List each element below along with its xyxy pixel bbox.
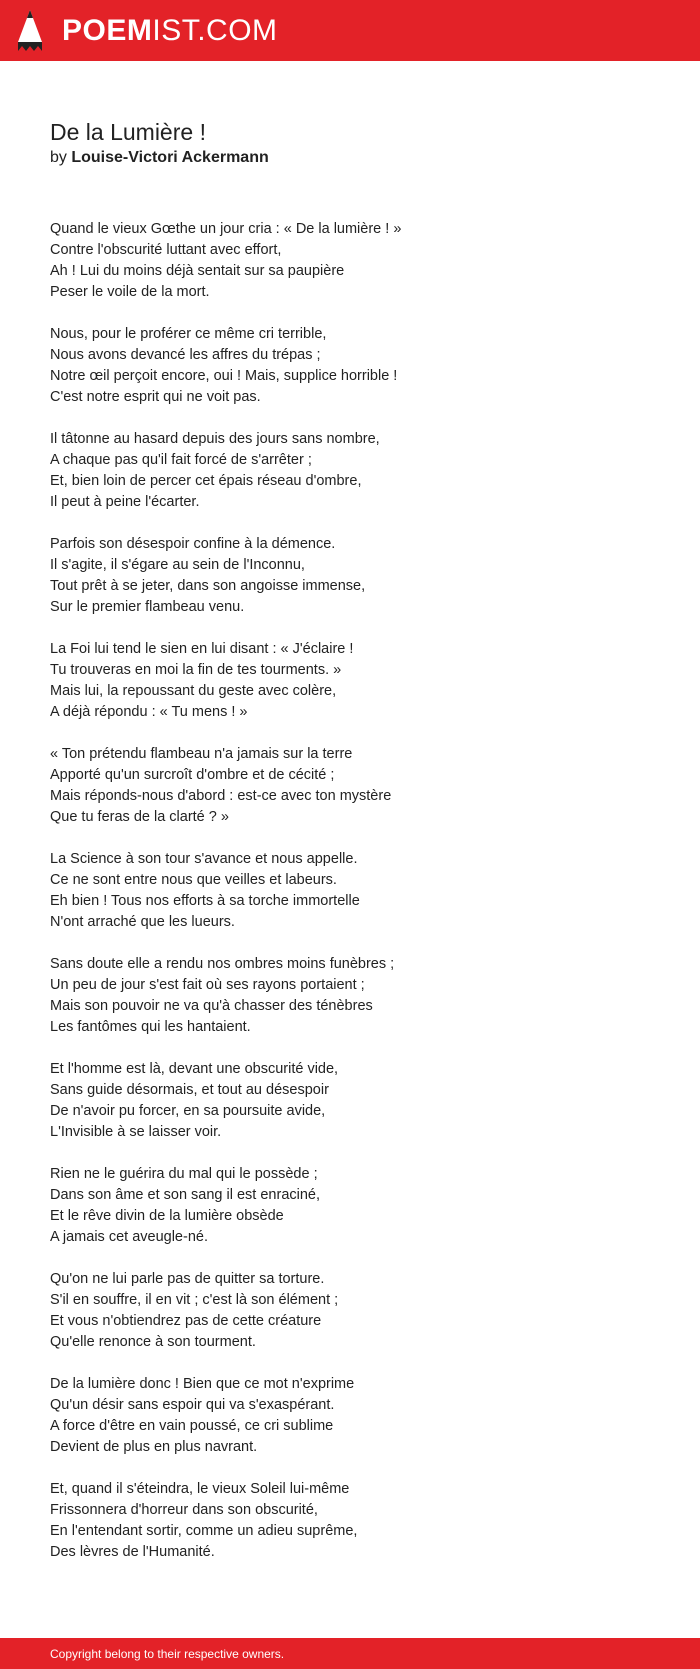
- poem-line: Qu'on ne lui parle pas de quitter sa torture.: [50, 1271, 325, 1287]
- poem-stanza: [50, 1059, 650, 1143]
- poem-line: La Science à son tour s'avance et nous appelle.: [50, 851, 358, 867]
- poem-line: La Foi lui tend le sien en lui disant : « J'éclaire !: [50, 641, 354, 657]
- poem-line: Il s'agite, il s'égare au sein de l'Inconnu,: [50, 557, 305, 573]
- logo-text-light: IST.COM: [152, 13, 278, 47]
- poem-stanza: [50, 744, 650, 828]
- site-logo-link[interactable]: [18, 10, 278, 51]
- poem-stanza: [50, 219, 650, 303]
- poem-line: Mais lui, la repoussant du geste avec colère,: [50, 683, 337, 699]
- poem-line: Mais réponds-nous d'abord : est-ce avec ton mystère: [50, 788, 392, 804]
- poem-line: Ah ! Lui du moins déjà sentait sur sa paupière: [50, 263, 345, 279]
- poem-stanza: [50, 849, 650, 933]
- poem-line: L'Invisible à se laisser voir.: [50, 1124, 222, 1140]
- poem-line: Tout prêt à se jeter, dans son angoisse immense,: [50, 578, 366, 594]
- poem-line: Peser le voile de la mort.: [50, 284, 210, 300]
- poem-line: Les fantômes qui les hantaient.: [50, 1019, 251, 1035]
- poem-line: N'ont arraché que les lueurs.: [50, 914, 235, 930]
- poem-stanza: [50, 639, 650, 723]
- poem-stanza: [50, 954, 650, 1038]
- copyright-text: Copyright belong to their respective owners.: [50, 1647, 285, 1661]
- poem-line: Quand le vieux Gœthe un jour cria : « De la lumière ! »: [50, 221, 402, 237]
- site-logo-text: [62, 11, 278, 51]
- poem-author[interactable]: Louise-Victori Ackermann: [71, 149, 269, 166]
- poem-line: S'il en souffre, il en vit ; c'est là son élément ;: [50, 1292, 339, 1308]
- poem-line: Parfois son désespoir confine à la démence.: [50, 536, 336, 552]
- poem-line: « Ton prétendu flambeau n'a jamais sur la terre: [50, 746, 353, 762]
- site-footer: [0, 1638, 700, 1669]
- poem-line: Et le rêve divin de la lumière obsède: [50, 1208, 284, 1224]
- poem-line: De n'avoir pu forcer, en sa poursuite avide,: [50, 1103, 326, 1119]
- poem-line: Et, bien loin de percer cet épais réseau d'ombre,: [50, 473, 362, 489]
- poem-line: Eh bien ! Tous nos efforts à sa torche immortelle: [50, 893, 360, 909]
- pencil-tip-icon: [18, 10, 42, 51]
- poem-line: Mais son pouvoir ne va qu'à chasser des ténèbres: [50, 998, 373, 1014]
- poem-line: Nous, pour le proférer ce même cri terrible,: [50, 326, 327, 342]
- poem-stanza: [50, 534, 650, 618]
- site-header: [0, 0, 700, 61]
- poem-line: Et l'homme est là, devant une obscurité vide,: [50, 1061, 339, 1077]
- logo-text-bold: POEM: [62, 13, 153, 47]
- poem-line: Nous avons devancé les affres du trépas ;: [50, 347, 321, 363]
- poem-line: Qu'un désir sans espoir qui va s'exaspérant.: [50, 1397, 335, 1413]
- poem-line: Tu trouveras en moi la fin de tes tourments. »: [50, 662, 342, 678]
- poem-line: Dans son âme et son sang il est enraciné,: [50, 1187, 321, 1203]
- poem-line: Des lèvres de l'Humanité.: [50, 1544, 215, 1560]
- poem-body: [50, 219, 650, 1563]
- poem-line: En l'entendant sortir, comme un adieu suprême,: [50, 1523, 358, 1539]
- poem-line: A déjà répondu : « Tu mens ! »: [50, 704, 248, 720]
- poem-line: Il tâtonne au hasard depuis des jours sans nombre,: [50, 431, 380, 447]
- poem-stanza: [50, 429, 650, 513]
- poem-title: De la Lumière !: [50, 119, 206, 145]
- poem-line: C'est notre esprit qui ne voit pas.: [50, 389, 261, 405]
- poem-line: A chaque pas qu'il fait forcé de s'arrêter ;: [50, 452, 312, 468]
- poem-line: Sur le premier flambeau venu.: [50, 599, 245, 615]
- poem-line: Apporté qu'un surcroît d'ombre et de cécité ;: [50, 767, 335, 783]
- poem-stanza: [50, 1374, 650, 1458]
- poem-line: Un peu de jour s'est fait où ses rayons portaient ;: [50, 977, 365, 993]
- poem-byline: [50, 147, 650, 169]
- poem-stanza: [50, 1269, 650, 1353]
- poem-line: Il peut à peine l'écarter.: [50, 494, 200, 510]
- poem-line: Qu'elle renonce à son tourment.: [50, 1334, 256, 1350]
- poem-line: A jamais cet aveugle-né.: [50, 1229, 208, 1245]
- poem-line: Sans guide désormais, et tout au désespoir: [50, 1082, 329, 1098]
- poem-line: Et, quand il s'éteindra, le vieux Soleil lui-même: [50, 1481, 350, 1497]
- poem-line: De la lumière donc ! Bien que ce mot n'exprime: [50, 1376, 355, 1392]
- poem-line: Sans doute elle a rendu nos ombres moins funèbres ;: [50, 956, 395, 972]
- poem-line: Notre œil perçoit encore, oui ! Mais, supplice horrible !: [50, 368, 398, 384]
- byline-prefix: by: [50, 149, 67, 166]
- poem-stanza: [50, 1164, 650, 1248]
- poem-line: Que tu feras de la clarté ? »: [50, 809, 229, 825]
- poem-line: Rien ne le guérira du mal qui le possède ;: [50, 1166, 318, 1182]
- poem-line: Contre l'obscurité luttant avec effort,: [50, 242, 282, 258]
- poem-stanza: [50, 324, 650, 408]
- poem-line: Ce ne sont entre nous que veilles et labeurs.: [50, 872, 337, 888]
- poem-line: Et vous n'obtiendrez pas de cette créature: [50, 1313, 322, 1329]
- poem-line: Devient de plus en plus navrant.: [50, 1439, 258, 1455]
- poem-line: A force d'être en vain poussé, ce cri sublime: [50, 1418, 334, 1434]
- poem-content: [50, 117, 650, 1584]
- poem-stanza: [50, 1479, 650, 1563]
- poem-line: Frissonnera d'horreur dans son obscurité,: [50, 1502, 318, 1518]
